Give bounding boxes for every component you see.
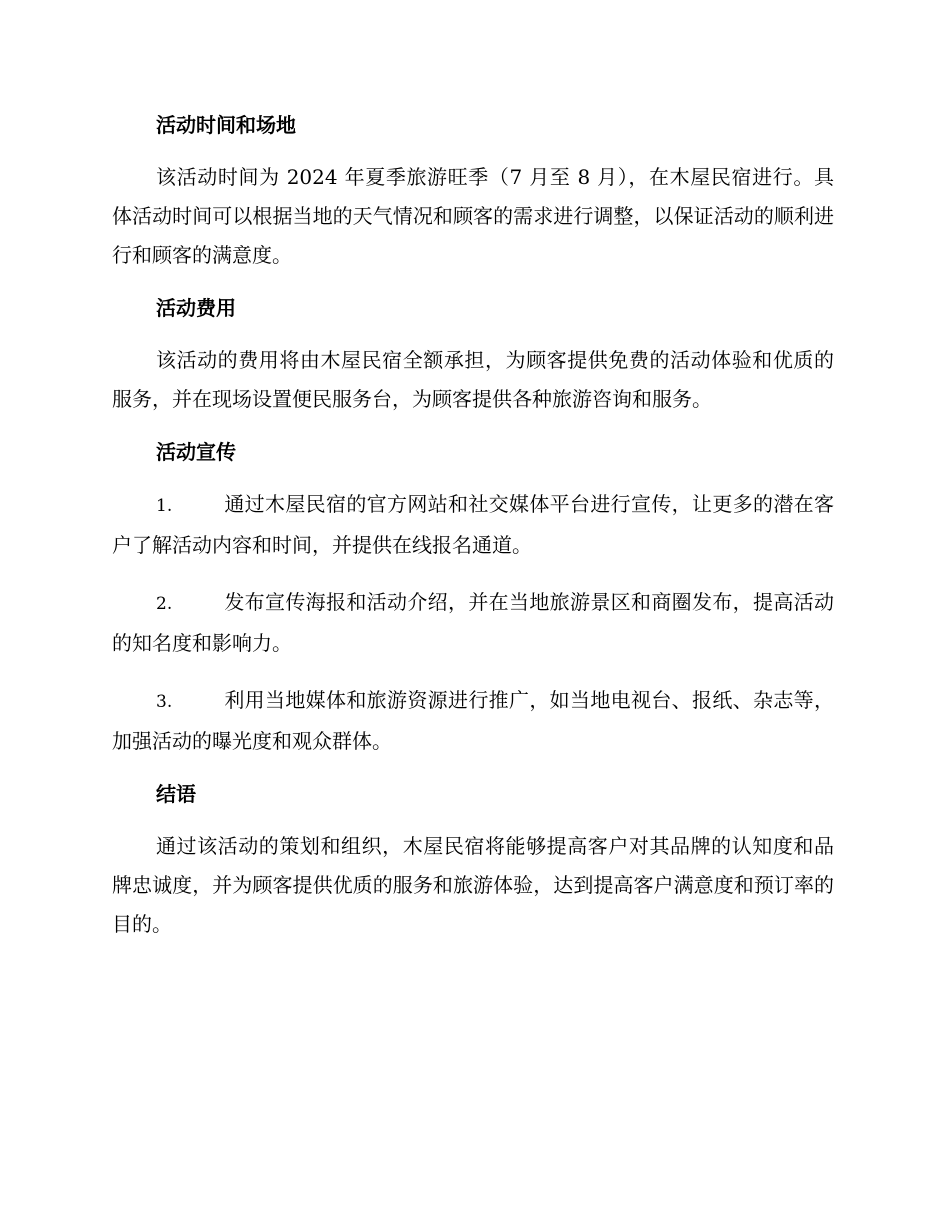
list-item — [112, 583, 834, 663]
section-promotion — [112, 437, 834, 761]
section-heading: 活动宣传 — [156, 440, 236, 464]
section-heading: 结语 — [156, 782, 196, 806]
section-time-venue — [112, 110, 834, 275]
section-cost — [112, 293, 834, 419]
list-number: 1. — [156, 496, 173, 516]
section-paragraph: 该活动的费用将由木屋民宿全额承担，为顾客提供免费的活动体验和优质的服务，并在现场设置便民服务台，为顾客提供各种旅游咨询和服务。 — [112, 348, 834, 411]
section-heading: 活动时间和场地 — [156, 113, 296, 137]
list-item — [112, 485, 834, 565]
list-item — [112, 681, 834, 761]
list-text: 利用当地媒体和旅游资源进行推广，如当地电视台、报纸、杂志等，加强活动的曝光度和观众群体。 — [112, 688, 834, 753]
list-text: 通过木屋民宿的官方网站和社交媒体平台进行宣传，让更多的潜在客户了解活动内容和时间，并提供在线报名通道。 — [112, 492, 834, 557]
list-number: 3. — [156, 692, 173, 712]
section-paragraph: 该活动时间为 2024 年夏季旅游旺季（7 月至 8 月），在木屋民宿进行。具体活动时间可以根据当地的天气情况和顾客的需求进行调整，以保证活动的顺利进行和顾客的满意度。 — [112, 165, 834, 267]
list-number: 2. — [156, 594, 173, 614]
section-heading: 活动费用 — [156, 296, 236, 320]
section-conclusion — [112, 779, 834, 944]
document-page — [112, 110, 834, 962]
list-text: 发布宣传海报和活动介绍，并在当地旅游景区和商圈发布，提高活动的知名度和影响力。 — [112, 590, 834, 655]
section-paragraph: 通过该活动的策划和组织，木屋民宿将能够提高客户对其品牌的认知度和品牌忠诚度，并为顾客提供优质的服务和旅游体验，达到提高客户满意度和预订率的目的。 — [112, 834, 834, 936]
